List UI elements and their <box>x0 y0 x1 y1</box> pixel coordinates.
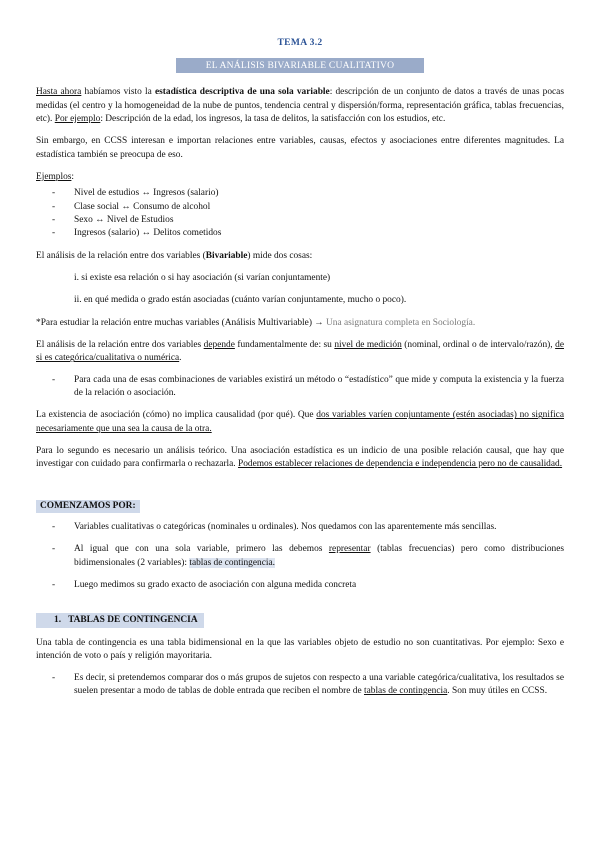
causality-paragraph <box>36 409 564 436</box>
causality-underlined: dos variables varíen conjuntamente (estén asociadas) no significa necesariamente que una sea la causa de la otra. <box>36 410 565 434</box>
start-representar: representar <box>328 544 371 555</box>
section1-title: TABLAS DE CONTINGENCIA <box>68 614 198 625</box>
title-banner-wrap <box>36 58 564 74</box>
section1-heading <box>36 613 204 628</box>
intro-paragraph <box>36 86 564 126</box>
list-item: - Sexo ↔ Nivel de Estudios <box>36 214 564 227</box>
theory-paragraph <box>36 445 564 472</box>
section1-tablas-contingencia: tablas de contingencia <box>363 685 448 696</box>
section1-heading-row <box>36 613 564 628</box>
list-item <box>36 543 564 570</box>
section1-paragraph: Una tabla de contingencia es una tabla bidimensional en la que las variables objeto de estudio no son cuantitativas. Por ejemplo: Sexo e intención de voto o país y religión mayoritaria. <box>36 637 564 662</box>
start-item2-text-a: Al igual que con una sola variable, primero las debemos <box>74 544 329 555</box>
intro-hasta-ahora: Hasta ahora <box>36 87 82 98</box>
intro-por-ejemplo: Por ejemplo <box>54 113 101 124</box>
start-heading: COMENZAMOS POR: <box>36 500 140 513</box>
dependence-list <box>36 374 564 401</box>
list-item: - Clase social ↔ Consumo de alcohol <box>36 201 564 214</box>
list-item: - Luego medimos su grado exacto de asociación con alguna medida concreta <box>36 579 564 592</box>
bivariable-text-b: ) mide dos cosas: <box>247 250 313 261</box>
dependence-paragraph <box>36 339 564 366</box>
intro-text-b: : descripción de un conjunto de datos a través de unas pocas medidas (el centro y la homogeneidad de la nube de puntos, tendencia central y dispersión/forma, representación gráfica, tablas frecuencias, etc). <box>36 87 564 124</box>
tema-label: TEMA 3.2 <box>277 37 323 48</box>
multivariable-note <box>36 317 564 330</box>
bivariable-item-i: i. si existe esa relación o si hay asociación (si varían conjuntamente) <box>74 273 331 283</box>
dependence-text-d: . <box>179 353 182 364</box>
list-item: - Para cada una de esas combinaciones de variables existirá un método o “estadístico” que mide y computa la existencia y la fuerza de la relación o asociación. <box>36 374 564 401</box>
list-item <box>36 672 564 699</box>
theory-underlined: Podemos establecer relaciones de dependencia e independencia pero no de causalidad. <box>237 459 563 470</box>
list-item: - Nivel de estudios ↔ Ingresos (salario) <box>36 187 564 200</box>
examples-colon: : <box>71 171 75 182</box>
list-item: - Variables cualitativas o categóricas (nominales u ordinales). Nos quedamos con las aparentemente más sencillas. <box>36 521 564 534</box>
bivariable-item-ii: ii. en qué medida o grado están asociadas (cuánto varían conjuntamente, mucho o poco). <box>74 295 407 306</box>
start-list <box>36 521 564 592</box>
section1-list <box>36 672 564 699</box>
multivariable-subject: Una asignatura completa en Sociología. <box>326 317 476 328</box>
causality-text: La existencia de asociación (cómo) no implica causalidad (por qué). Que <box>36 410 317 421</box>
examples-label <box>36 171 564 184</box>
ccss-paragraph: Sin embargo, en CCSS interesan e importan relaciones entre variables, causas, efectos y asociaciones entre diferentes magnitudes. La estadística también se preocupa de eso. <box>36 136 564 160</box>
section1-bullet-text-b: . Son muy útiles en CCSS. <box>447 685 548 696</box>
bivariable-intro <box>36 250 564 263</box>
dependence-text-c: (nominal, ordinal o de intervalo/razón), <box>401 340 556 351</box>
intro-emphasis: estadística descriptiva de una sola variable <box>154 87 330 98</box>
page-content <box>36 36 564 698</box>
section1-number: 1. <box>54 614 62 625</box>
theory-text: Para lo segundo es necesario un análisis teórico. Una asociación estadística es un indicio de una posible relación causal, que hay que investigar con cuidado para confirmarla o rechazarla. <box>36 446 564 470</box>
start-heading-row <box>36 500 564 513</box>
examples-label-text: Ejemplos <box>36 171 72 182</box>
dependence-categorica: de si es categórica/cualitativa o numérica <box>36 340 564 364</box>
dependence-text-b: fundamentalmente de: su <box>234 340 335 351</box>
intro-text-c: : Descripción de la edad, los ingresos, la tasa de delitos, la satisfacción con los estudios, etc. <box>100 113 446 124</box>
section1-bullet-text-a: Es decir, si pretendemos comparar dos o más grupos de sujetos con respecto a una variable categórica/cualitativa, los resultados se suelen presentar a modo de tablas de doble entrada que reciben el nombre de <box>74 672 564 696</box>
examples-list <box>36 187 564 240</box>
start-tablas-contingencia: tablas de contingencia. <box>189 557 275 568</box>
dependence-depende: depende <box>203 340 235 351</box>
intro-text-a: habíamos visto la <box>81 87 155 98</box>
multivariable-text: *Para estudiar la relación entre muchas variables (Análisis Multivariable) → <box>36 317 327 328</box>
start-item2-text-b: (tablas frecuencias) pero como distribuciones bidimensionales (2 variables): <box>74 544 565 568</box>
dependence-text-a: El análisis de la relación entre dos variables <box>36 340 204 351</box>
document-title: EL ANÁLISIS BIVARIABLE CUALITATIVO <box>176 58 425 74</box>
list-item: - Ingresos (salario) ↔ Delitos cometidos <box>36 227 564 240</box>
dependence-nivel-medicion: nivel de medición <box>334 340 402 351</box>
bivariable-term: Bivariable <box>205 250 248 261</box>
bivariable-text-a: El análisis de la relación entre dos variables ( <box>36 250 206 261</box>
